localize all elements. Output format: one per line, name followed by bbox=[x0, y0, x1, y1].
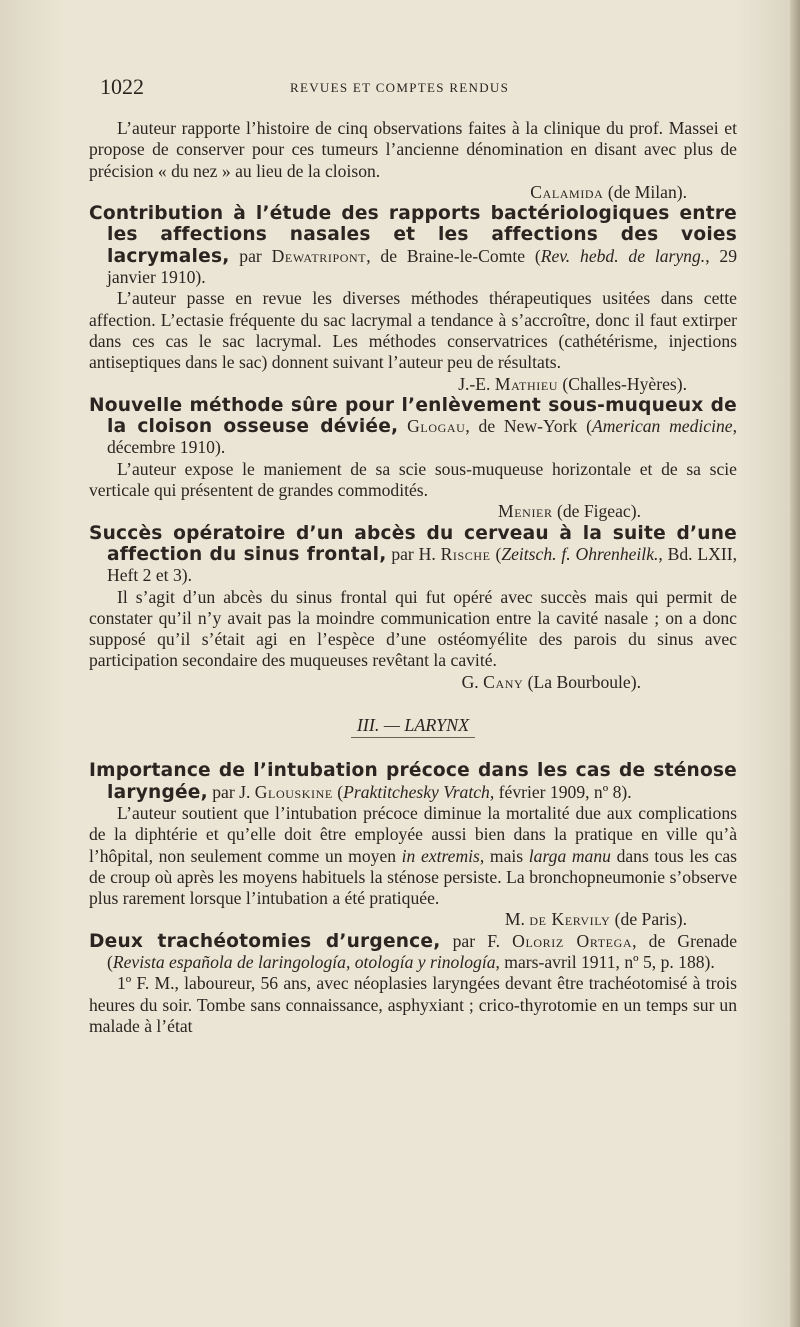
page-edge-shadow bbox=[790, 0, 800, 1327]
article-heading-3 bbox=[89, 523, 737, 587]
article-date: , mars-avril 1911, nº 5, p. 188). bbox=[495, 951, 715, 972]
article-title: Nouvelle méthode sûre pour l’enlèvement sous-muqueux de la cloison osseuse déviée, bbox=[89, 394, 737, 438]
article-by: par H. bbox=[386, 543, 441, 564]
section-title: III. — LARYNX bbox=[351, 715, 475, 738]
signature-initials: J.-E. bbox=[458, 373, 495, 394]
page-body bbox=[89, 118, 737, 1037]
article-heading-1 bbox=[89, 203, 737, 288]
article-author: Glogau bbox=[407, 416, 466, 437]
intro-paragraph: L’auteur rapporte l’histoire de cinq observations faites à la clinique du prof. Massei et propose de conserver pour ces tumeurs l’ancienne dénomination en disant avec plus de précision « du nez » au lieu de la cloison. bbox=[89, 118, 737, 181]
page-number: 1022 bbox=[100, 74, 144, 99]
article-heading-2 bbox=[89, 395, 737, 459]
article-source: American medicine bbox=[591, 416, 733, 437]
latin-phrase: larga manu bbox=[528, 845, 611, 866]
article-date: , février 1909, nº 8). bbox=[489, 781, 632, 802]
article-source: Zeitsch. f. Ohrenheilk. bbox=[501, 543, 659, 564]
article-date: , Bd. LXII, Heft 2 et 3). bbox=[107, 543, 737, 586]
article-text-4 bbox=[89, 803, 737, 909]
text-run: , mais bbox=[479, 845, 529, 866]
text-run: dans tous les cas de croup où après les moyens habituels la sténose persiste. La bronchopneumonie s’observe plus rarement lorsque l’intubation a été pratiquée. bbox=[89, 845, 737, 909]
section-heading bbox=[89, 715, 737, 736]
article-author: Rische bbox=[440, 543, 491, 564]
article-date: , 29 janvier 1910). bbox=[107, 245, 737, 288]
article-signature-4 bbox=[89, 909, 737, 930]
article-signature-2 bbox=[89, 501, 737, 522]
running-title: REVUES ET COMPTES RENDUS bbox=[290, 80, 510, 95]
signature-name: de Kervily bbox=[529, 909, 611, 930]
signature-place: (Challes-Hyères). bbox=[558, 373, 687, 394]
page-header bbox=[100, 74, 740, 104]
article-text-5: 1º F. M., laboureur, 56 ans, avec néoplasies laryngées devant être trachéotomisé à trois heures du soir. Tombe sans connaissance, asphyxiant ; crico-thyrotomie en un temps sur un malade à l’état bbox=[89, 973, 737, 1036]
article-paren: ( bbox=[490, 543, 502, 564]
article-author: Glouskine bbox=[254, 781, 333, 802]
article-signature-1 bbox=[89, 374, 737, 395]
article-by: par bbox=[229, 245, 272, 266]
article-location: , de Braine-le-Comte ( bbox=[366, 245, 541, 266]
article-by: par F. bbox=[440, 930, 513, 951]
signature-initials: G. bbox=[461, 671, 484, 692]
article-title: Importance de l’intubation précoce dans les cas de sténose laryngée, bbox=[89, 760, 737, 803]
signature-name: Menier bbox=[498, 501, 553, 522]
signature-name: Cany bbox=[483, 671, 524, 692]
article-title: Contribution à l’étude des rapports bactériologiques entre les affections nasales et les affections des voies lacrymales, bbox=[89, 203, 737, 267]
intro-signature bbox=[89, 182, 737, 203]
article-text-1: L’auteur passe en revue les diverses méthodes thérapeutiques usitées dans cette affection. L’ectasie fréquente du sac lacrymal a tendance à s’accroître, donc il faut extirper dans ces cas le sac lacrymal. Les méthodes conservatrices (cathétérisme, injections antiseptiques dans le sac) donnent suivant l’auteur peu de résultats. bbox=[89, 288, 737, 373]
article-text-3: Il s’agit d’un abcès du sinus frontal qui fut opéré avec succès mais qui permit de constater qu’il n’y avait pas la moindre communication entre la cavité nasale ; on a donc supposé qu’il s’était agi en l’espèce d’une ostéomyélite des parois du sinus avec participation secondaire des muqueuses revêtant la cavité. bbox=[89, 586, 737, 671]
article-date: , décembre 1910). bbox=[107, 416, 737, 458]
signature-place: (La Bourboule). bbox=[523, 671, 641, 692]
article-author: Dewatripont bbox=[271, 245, 367, 266]
article-title: Deux trachéotomies d’urgence, bbox=[89, 930, 441, 952]
signature-place: (de Paris). bbox=[610, 909, 687, 930]
signature-place: (de Milan). bbox=[603, 181, 687, 202]
article-title: Succès opératoire d’un abcès du cerveau à la suite d’une affection du sinus frontal, bbox=[89, 522, 737, 565]
signature-initials: M. bbox=[504, 909, 530, 930]
article-location: , de Grenade ( bbox=[107, 930, 737, 972]
latin-phrase: in extremis bbox=[401, 845, 480, 866]
article-text-2: L’auteur expose le maniement de sa scie sous-muqueuse horizontale et de sa scie verticale qui présentent de grandes commodités. bbox=[89, 458, 737, 501]
signature-place: (de Figeac). bbox=[552, 501, 641, 522]
signature-name: Mathieu bbox=[494, 373, 559, 394]
article-signature-3 bbox=[89, 672, 737, 693]
signature-name: Calamida bbox=[530, 181, 604, 202]
article-heading-4 bbox=[89, 760, 737, 803]
article-source: Rev. hebd. de laryng. bbox=[540, 245, 706, 266]
article-by: par J. bbox=[207, 781, 255, 802]
article-location: , de New-York ( bbox=[465, 416, 592, 437]
article-source: Revista española de laringología, otología y rinología bbox=[112, 951, 496, 972]
text-run: L’auteur soutient que l’intubation précoce diminue la mortalité due aux complications de la diphtérie et qu’elle doit être employée aussi bien dans la pratique en ville qu’à l’hôpital, non seulement comme un moyen bbox=[89, 802, 737, 866]
article-heading-5 bbox=[89, 931, 737, 974]
article-source: Praktitchesky Vratch bbox=[343, 781, 490, 802]
article-paren: ( bbox=[332, 781, 344, 802]
article-separator bbox=[398, 416, 407, 436]
article-author: Oloriz Ortega bbox=[512, 930, 633, 951]
